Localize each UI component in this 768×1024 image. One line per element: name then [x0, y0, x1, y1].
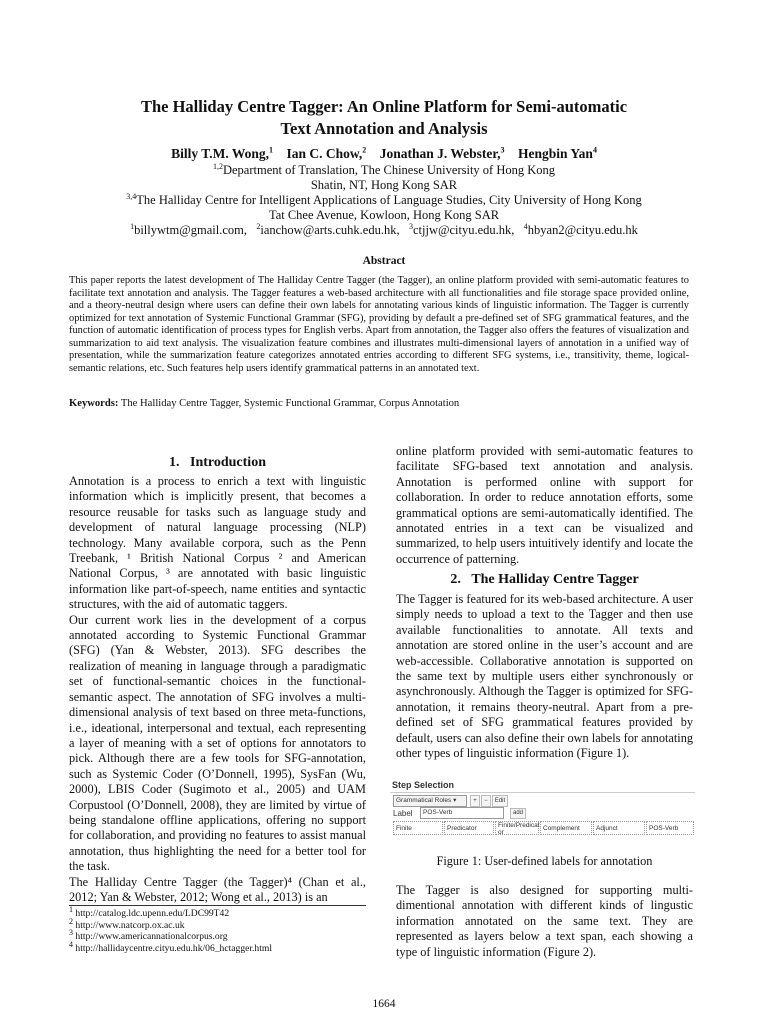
label-cell: POS-Verb: [646, 821, 694, 835]
title-line-1: The Halliday Centre Tagger: An Online Platform for Semi-automatic: [140, 97, 628, 116]
label-cell: Finite/Predicat or: [495, 821, 539, 835]
author: Ian C. Chow,$^2$: [286, 145, 367, 161]
affiliation-line: $^{3,4}$The Halliday Centre for Intelligent Applications of Language Studies, City University of Hong Kong: [126, 191, 642, 207]
add-role-button: +: [470, 795, 480, 807]
paragraph: The Tagger is featured for its web-based architecture. A user simply needs to upload a text to the Tagger and then use available functionalities to annotate. All texts and annotation are stored online in the user’s account and are web-accessible. Collaborative annotation is supported on the same text by multiple users either synchronously or asynchronously. Although the Tagger is optimized for SFG-annotation, it remains theory-neutral. Apart from a pre-defined set of SFG grammatical features provided by default, users can also define their own labels for annotating other types of linguistic information (Figure 1).: [396, 592, 693, 761]
label-cell: Finite: [393, 821, 443, 835]
affiliation-line: Shatin, NT, Hong Kong SAR: [310, 178, 458, 192]
keywords-label: Keywords:: [69, 398, 119, 409]
label-row: [390, 821, 695, 837]
label-cell: Predicator: [444, 821, 494, 835]
right-column-section2: [396, 592, 693, 761]
affiliation-line: Tat Chee Avenue, Kowloon, Hong Kong SAR: [268, 208, 500, 222]
keywords: [69, 397, 689, 410]
abstract-heading: Abstract: [362, 255, 406, 267]
section-heading-introduction: 1. Introduction: [169, 455, 266, 470]
grammatical-roles-select: Grammatical Roles ▾: [393, 795, 467, 807]
paragraph: online platform provided with semi-automatic features to facilitate SFG-based text annotation and analysis. Annotation is performed online with support for collaboration. In order to reduce annotation efforts, some grammatical options are semi-automatically identified. The annotated entries in a text can be visualized and summarized, to help users intuitively identify and locate the occurrence of patterning.: [396, 444, 693, 566]
author: Hengbin Yan$^4$: [518, 145, 597, 161]
paragraph: Annotation is a process to enrich a text with linguistic information which is implicitly present, that becomes a resource reusable for tasks such as language study and development of natural language processing (NLP) technology. Many available corpora, such as the Penn Treebank, ¹ British National Corpus ² and American National Corpus, ³ are annotated with basic linguistic information like part-of-speech, name entities and syntactic structures, with the aid of automatic taggers.: [69, 474, 366, 612]
paragraph: The Halliday Centre Tagger (the Tagger)⁴ (Chan et al., 2012; Yan & Webster, 2012; Wong et al., 2013) is an: [69, 874, 366, 904]
author: Billy T.M. Wong,$^1$: [171, 145, 273, 161]
affiliation-line: $^{1,2}$Department of Translation, The Chinese University of Hong Kong: [212, 161, 556, 177]
footnote: $^3$ http://www.americannationalcorpus.org: [69, 928, 228, 943]
label-add-button: add: [510, 808, 526, 819]
paragraph: The Tagger is also designed for supporting multi-dimentional annotation with different kinds of lingustic information annotated on the same text. They are represented as layers below a text span, each showing a type of linguistic information (Figure 2).: [396, 883, 693, 959]
figure-divider: [390, 792, 695, 793]
left-column: [69, 474, 366, 905]
abstract-text: This paper reports the latest development of The Halliday Centre Tagger (the Tagger), an online platform provided with semi-automatic features to facilitate text annotation and analysis. The Tagger features a web-based architecture with all functionalities and file storage space provided online, and a theory-neutral design where users can define their own labels for annotating various kinds of linguistic information. The Tagger is currently optimized for text annotation of Systemic Functional Grammar (SFG), providing by default a pre-defined set of SFG grammatical features, and the function of automatic identification of process types for English verbs. Apart from annotation, the Tagger also offers the features of visualization and summarization to aid text analysis. The visualization feature combines and illustrates multi-dimensional layers of annotation in a unified way of presentation, while the summarization feature categorizes annotated entries according to different SFG systems, i.e., transitivity, theme, logical-semantic relations, etc. Such features help users identify grammatical patterns in an annotated text.: [69, 275, 689, 374]
section-heading-tagger: 2. The Halliday Centre Tagger: [450, 572, 639, 587]
email-line: $^1$billywtm@gmail.com, $^2$ianchow@arts.cuhk.edu.hk, $^3$ctjjw@cityu.edu.hk, $^4$hbyan2@cityu.edu.hk: [130, 221, 638, 237]
affiliations: [60, 163, 708, 238]
paper-title: [60, 96, 708, 140]
page-number: 1664: [372, 998, 396, 1010]
author: Jonathan J. Webster,$^3$: [379, 145, 505, 161]
figure-1-caption: Figure 1: User-defined labels for annotation: [436, 854, 653, 868]
footnotes: [69, 905, 366, 955]
right-column-after-figure: [396, 883, 693, 960]
figure-1-screenshot: [390, 778, 695, 838]
remove-role-button: −: [481, 795, 491, 807]
label-cell: Adjunct: [593, 821, 645, 835]
footnote: $^1$ http://catalog.ldc.upenn.edu/LDC99T42: [69, 904, 230, 919]
figure-step-title: Step Selection: [392, 780, 455, 790]
title-line-2: Text Annotation and Analysis: [280, 119, 488, 138]
author-list: [60, 146, 708, 162]
footnote: $^2$ http://www.natcorp.ox.ac.uk: [69, 916, 185, 931]
right-column-intro: [396, 444, 693, 567]
label-cell: Complement: [540, 821, 592, 835]
figure-label-text: Label: [393, 809, 413, 818]
keywords-text: The Halliday Centre Tagger, Systemic Functional Grammar, Corpus Annotation: [120, 398, 460, 409]
paragraph: Our current work lies in the development of a corpus annotated according to Systemic Functional Grammar (SFG) (Yan & Webster, 2013). SFG describes the realization of meaning in language through a paradigmatic set of functional-semantic choices in the functional-semantic aspect. The annotation of SFG involves a multi-dimensional analysis of text based on three meta-functions, i.e., ideational, interpersonal and textual, each representing a layer of meaning with a set of options for annotators to pick. Although there are a few tools for SFG-annotation, such as Systemic Coder (O’Donnell, 1995), SysFan (Wu, 2000), LBIS Coder (Sugimoto et al., 2005) and UAM Corpustool (O’Donnell, 2008), they are limited by virtue of being standalone offline applications, offering no support for collaboration, and providing no features to assist manual annotation, thus highlighting the need for a better tool for the task.: [69, 612, 366, 874]
edit-role-button: Edit: [492, 795, 508, 807]
footnote: $^4$ http://hallidaycentre.cityu.edu.hk/06_hctagger.html: [69, 939, 273, 955]
label-input: POS-Verb: [420, 807, 504, 819]
